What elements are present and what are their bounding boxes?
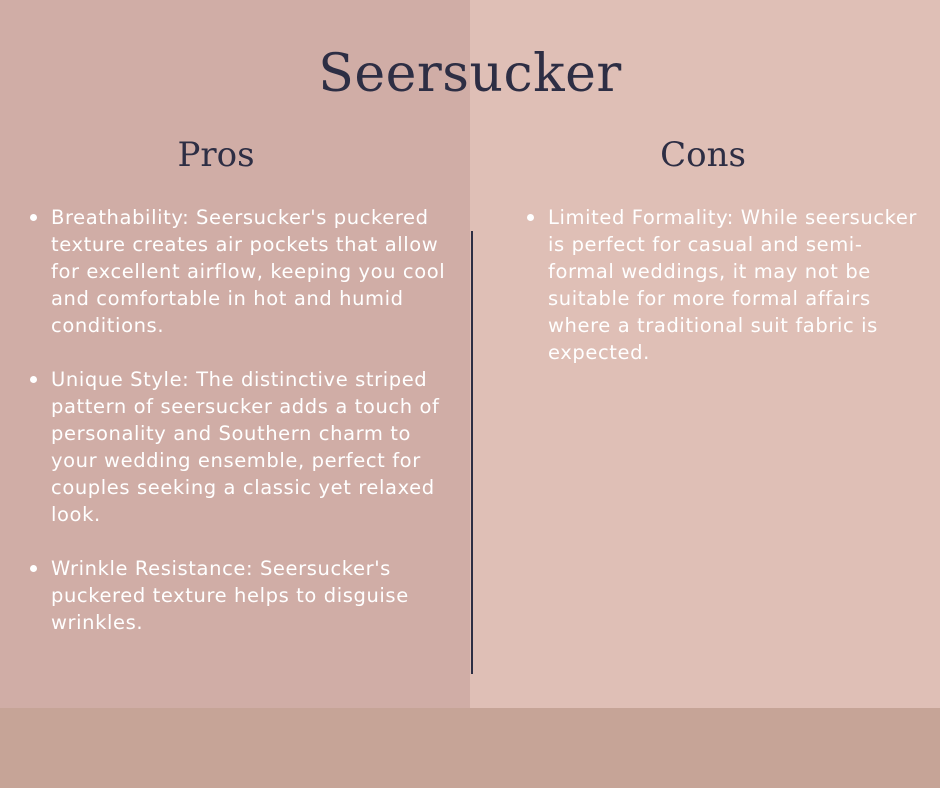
pros-heading: Pros [177, 135, 255, 175]
pros-item-wrinkle-resistance: Wrinkle Resistance: Seersucker's puckered texture helps to disguise wrinkles. [28, 555, 458, 636]
cons-list [525, 204, 925, 393]
page-title: Seersucker [318, 44, 622, 104]
pros-list [28, 204, 458, 663]
pros-item-unique-style: Unique Style: The distinctive striped pattern of seersucker adds a touch of personality and Southern charm to your wedding ensemble, perfect for couples seeking a classic yet relaxed look. [28, 366, 458, 528]
footer-band [0, 708, 940, 788]
column-divider [471, 231, 473, 674]
cons-heading: Cons [660, 135, 746, 175]
pros-item-breathability: Breathability: Seersucker's puckered texture creates air pockets that allow for excellent airflow, keeping you cool and comfortable in hot and humid conditions. [28, 204, 458, 339]
cons-item-limited-formality: Limited Formality: While seersucker is perfect for casual and semi-formal weddings, it may not be suitable for more formal affairs where a traditional suit fabric is expected. [525, 204, 925, 366]
